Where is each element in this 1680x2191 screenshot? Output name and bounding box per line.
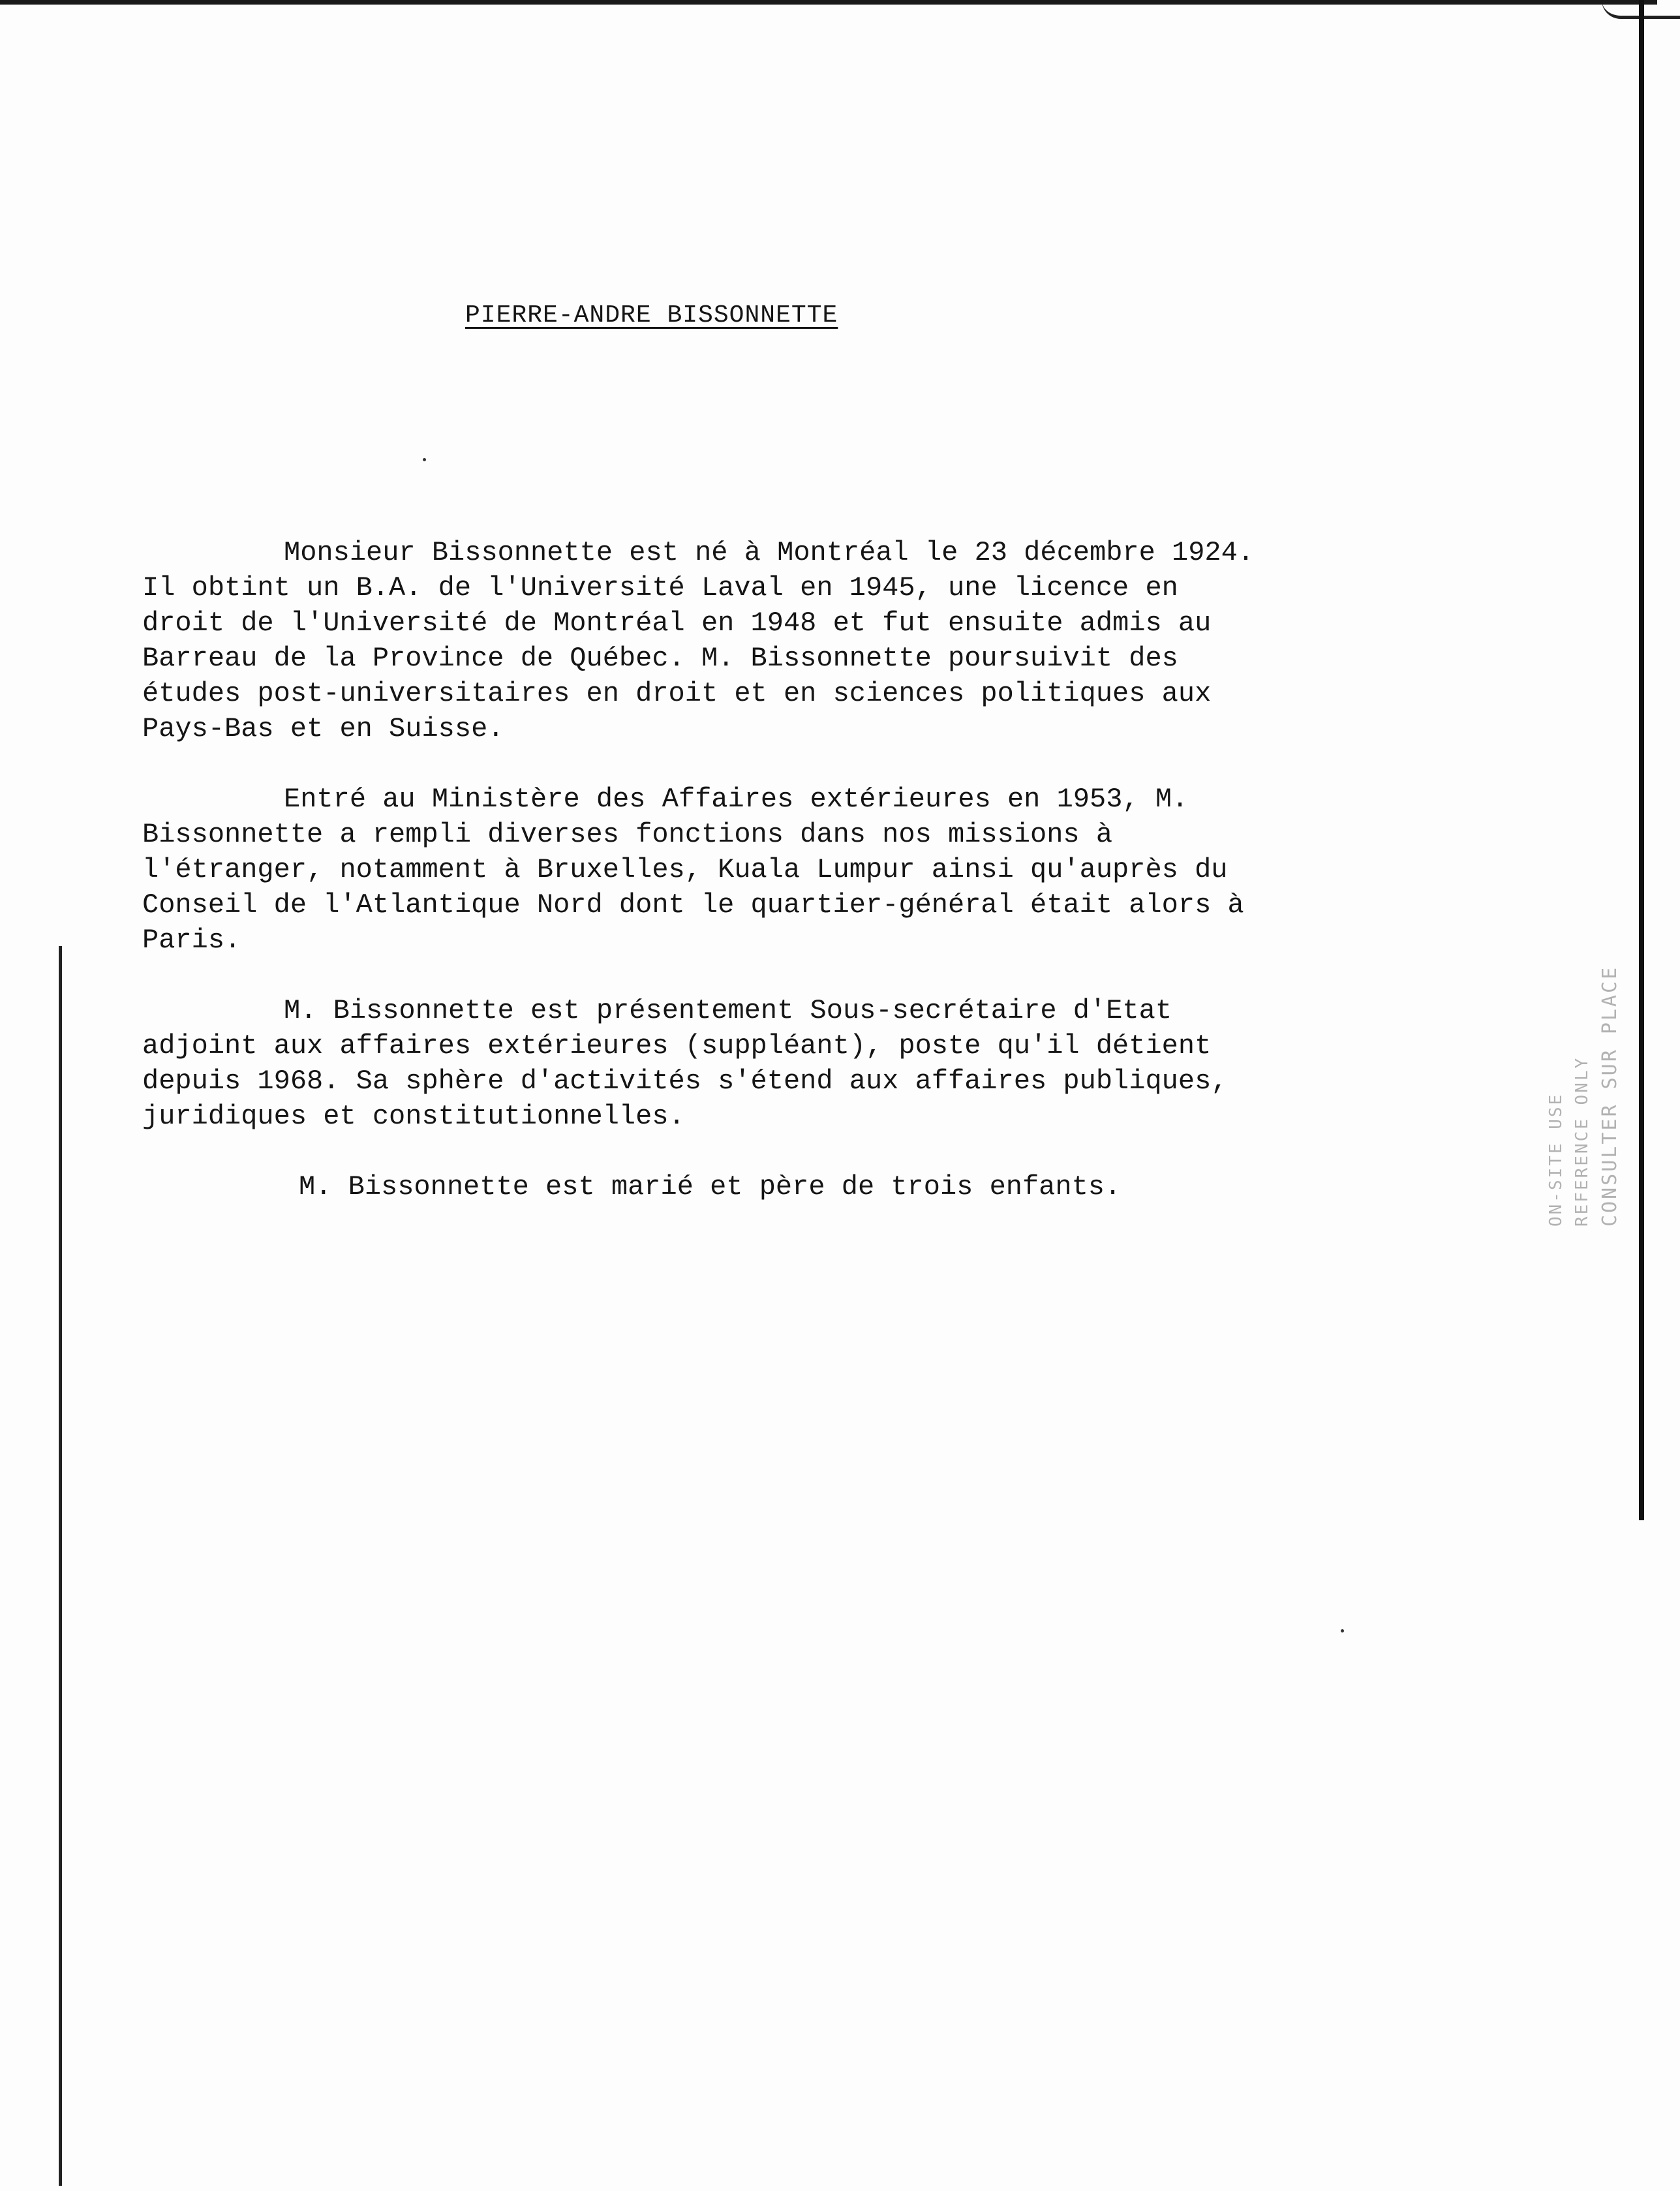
stamp-line: CONSULTER SUR PLACE bbox=[1598, 965, 1621, 1227]
document-body bbox=[142, 535, 1264, 1240]
scan-speck bbox=[423, 458, 426, 461]
scan-binding-edge bbox=[1639, 0, 1644, 1520]
scan-top-edge bbox=[0, 0, 1657, 5]
paragraph-career: Entré au Ministère des Affaires extérieures en 1953, M. Bissonnette a rempli diverses fonctions dans nos missions à l'étranger, notamment à Bruxelles, Kuala Lumpur ainsi qu'auprès du Conseil de l'Atlantique Nord dont le quartier-général était alors à Paris. bbox=[142, 784, 1244, 956]
paragraph-family: M. Bissonnette est marié et père de trois enfants. bbox=[299, 1171, 1122, 1203]
document-title: PIERRE-ANDRE BISSONNETTE bbox=[465, 301, 838, 329]
stamp-line: ON-SITE USE bbox=[1546, 1092, 1566, 1227]
stamp-line: REFERENCE ONLY bbox=[1572, 1056, 1592, 1227]
paragraph-current-position: M. Bissonnette est présentement Sous-secrétaire d'Etat adjoint aux affaires extérieures (suppléant), poste qu'il détient depuis 1968. Sa sphère d'activités s'étend aux affaires publiques, juridiques et constitutionnelles. bbox=[142, 995, 1228, 1132]
paragraph-biography: Monsieur Bissonnette est né à Montréal le 23 décembre 1924. Il obtint un B.A. de l'Université Laval en 1945, une licence en droit de l'Université de Montréal en 1948 et fut ensuite admis au Barreau de la Province de Québec. M. Bissonnette poursuivit des études post-universitaires en droit et en sciences politiques aux Pays-Bas et en Suisse. bbox=[142, 537, 1255, 744]
scan-speck bbox=[1341, 1629, 1344, 1632]
archive-stamp bbox=[1546, 874, 1625, 1227]
scan-left-edge bbox=[59, 946, 62, 2186]
